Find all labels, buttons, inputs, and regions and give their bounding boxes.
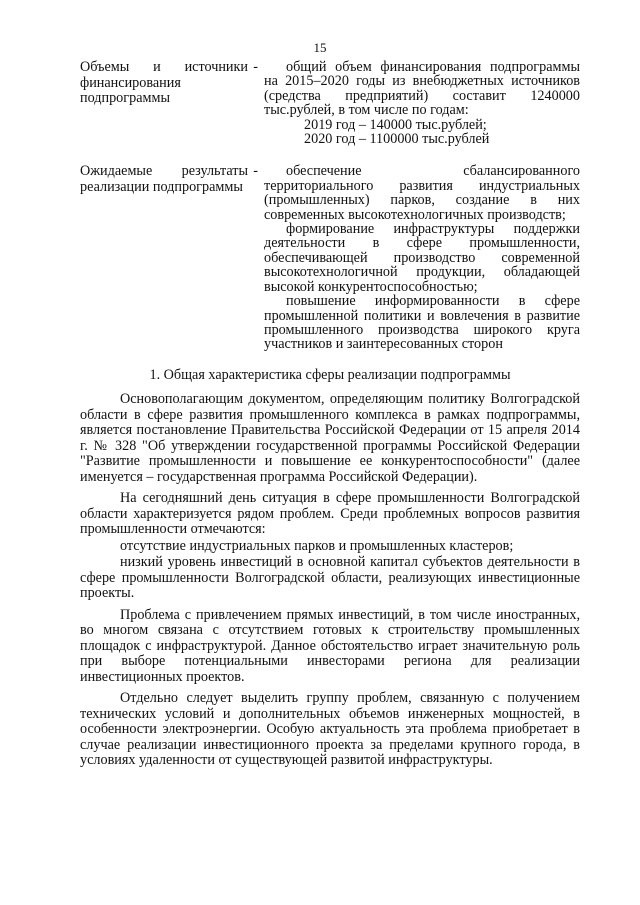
passport-dash: - bbox=[253, 59, 258, 75]
passport-content bbox=[264, 60, 580, 146]
passport-paragraph: общий объем финансирования подпрограммы на 2015–2020 годы из внебюджетных источников (средства предприятий) составит 1240000 тыс.рублей, в том числе по годам: bbox=[264, 59, 580, 119]
body-paragraph: отсутствие индустриальных парков и промышленных кластеров; bbox=[120, 537, 514, 554]
body-paragraph: Основополагающим документом, определяющим политику Волгоградской области в сфере развития промышленного комплекса в рамках подпрограммы, является постановление Правительства Российской Федерации от 15 апреля 2014 г. № 328 "Об утверждении государственной программы Российской Федерации "Развитие промышленности и повышение ее конкурентоспособности" (далее именуется – государственная программа Российской Федерации). bbox=[80, 391, 580, 485]
passport-paragraph: 2020 год – 1100000 тыс.рублей bbox=[304, 131, 490, 148]
passport-paragraph: 2019 год – 140000 тыс.рублей; bbox=[304, 116, 487, 133]
section-body bbox=[80, 392, 580, 775]
passport-table bbox=[80, 60, 580, 370]
passport-row-financing bbox=[80, 60, 580, 146]
passport-paragraph: повышение информированности в сфере промышленной политики и вовлечения в развитие промышленного производства широкого круга участников и заинтересованных сторон bbox=[264, 293, 580, 353]
passport-label bbox=[80, 164, 258, 351]
passport-label-text: Объемы и источники финансирования подпрограммы bbox=[80, 59, 248, 107]
passport-paragraph: формирование инфраструктуры поддержки деятельности в сфере промышленности, обеспечивающей производство современной высокотехнологичной продукции, обладающей высокой конкурентоспособностью; bbox=[264, 221, 580, 295]
page-number: 15 bbox=[313, 40, 327, 55]
passport-label bbox=[80, 60, 258, 146]
body-paragraph: Отдельно следует выделить группу проблем, связанную с получением технических условий и дополнительных объемов инженерных мощностей, в особенности электроэнергии. Особую актуальность эта проблема приобретает в случае реализации инвестиционного проекта за пределами крупного города, в условиях удаленности от существующей развитой инфраструктуры. bbox=[80, 690, 580, 768]
passport-label-text: Ожидаемые результаты реализации подпрограммы bbox=[80, 163, 248, 196]
passport-row-results bbox=[80, 164, 580, 351]
body-paragraph: На сегодняшний день ситуация в сфере промышленности Волгоградской области характеризуется рядом проблем. Среди проблемных вопросов развития промышленности отмечаются: bbox=[80, 490, 580, 537]
body-paragraph: низкий уровень инвестиций в основной капитал субъектов деятельности в сфере промышленности Волгоградской области, реализующих инвестиционные проекты. bbox=[80, 554, 580, 601]
passport-dash: - bbox=[253, 163, 258, 180]
section-title: 1. Общая характеристика сферы реализации подпрограммы bbox=[149, 367, 511, 383]
passport-paragraph: обеспечение сбалансированного территориального развития индустриальных (промышленных) парков, создание в них современных высокотехнологичных производств; bbox=[264, 163, 580, 223]
body-paragraph: Проблема с привлечением прямых инвестиций, в том числе иностранных, во многом связана с отсутствием готовых к строительству промышленных площадок с инфраструктурой. Данное обстоятельство играет значительную роль при выборе потенциальными инвесторами региона для реализации инвестиционных проектов. bbox=[80, 606, 580, 685]
passport-content bbox=[264, 164, 580, 351]
